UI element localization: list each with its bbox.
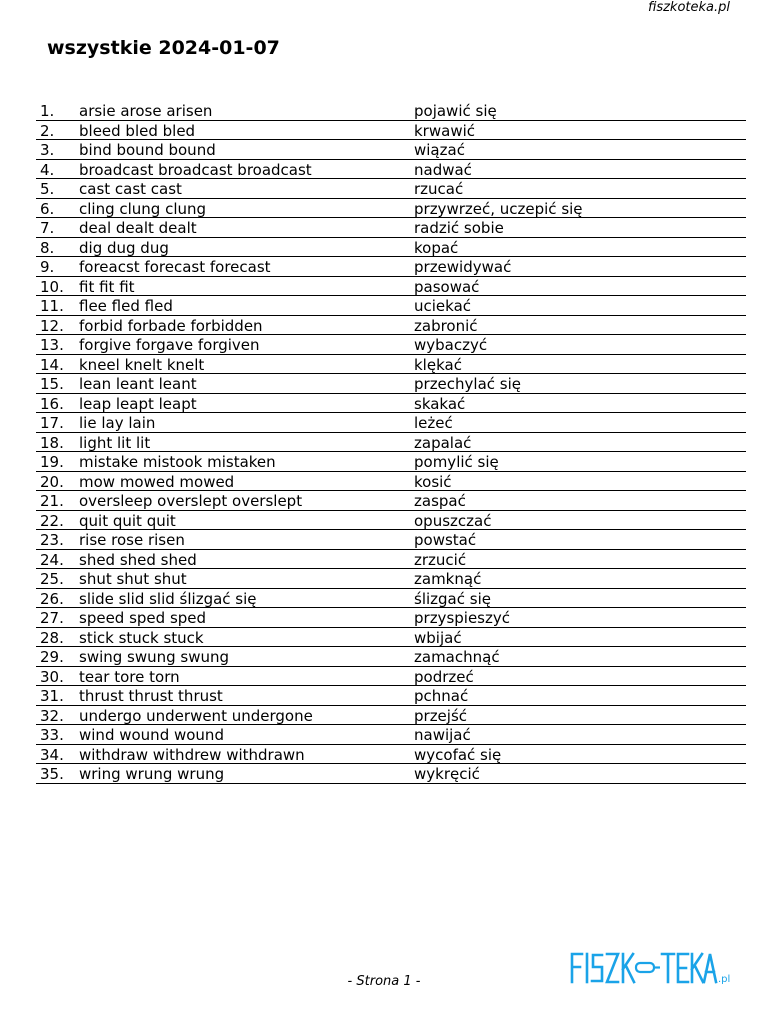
polish-translation: pasować bbox=[414, 277, 480, 296]
row-number: 21. bbox=[40, 492, 64, 510]
english-term: shut shut shut bbox=[79, 570, 187, 588]
polish-translation: przyspieszyć bbox=[414, 609, 510, 627]
table-row bbox=[36, 101, 746, 121]
table-row bbox=[36, 160, 746, 180]
polish-translation: klękać bbox=[414, 355, 462, 374]
polish-translation: radzić sobie bbox=[414, 219, 504, 237]
polish-translation: przewidywać bbox=[414, 258, 512, 276]
english-term: foreacst forecast forecast bbox=[79, 258, 271, 276]
table-row bbox=[36, 179, 746, 199]
row-number: 30. bbox=[40, 667, 64, 686]
polish-translation: nawijać bbox=[414, 726, 471, 744]
row-number: 2. bbox=[40, 121, 55, 140]
polish-translation: krwawić bbox=[414, 121, 475, 140]
english-term: swing swung swung bbox=[79, 648, 230, 666]
fiszkoteka-logo bbox=[568, 948, 731, 988]
polish-translation: zrzucić bbox=[414, 550, 467, 569]
row-number: 26. bbox=[40, 589, 64, 608]
table-row bbox=[36, 608, 746, 628]
table-row bbox=[36, 394, 746, 414]
polish-translation: zamknąć bbox=[414, 570, 482, 588]
polish-translation: przechylać się bbox=[414, 375, 522, 393]
polish-translation: przywrzeć, uczepić się bbox=[414, 199, 583, 218]
english-term: tear tore torn bbox=[79, 667, 180, 686]
english-term: rise rose risen bbox=[79, 531, 185, 549]
table-row bbox=[36, 355, 746, 375]
english-term: cast cast cast bbox=[79, 180, 182, 198]
row-number: 19. bbox=[40, 453, 64, 471]
row-number: 6. bbox=[40, 199, 55, 218]
polish-translation: wiązać bbox=[414, 141, 465, 159]
row-number: 4. bbox=[40, 160, 55, 179]
table-row bbox=[36, 238, 746, 258]
polish-translation: podrzeć bbox=[414, 667, 474, 686]
row-number: 14. bbox=[40, 355, 64, 374]
table-row bbox=[36, 199, 746, 219]
english-term: fit fit fit bbox=[79, 277, 135, 296]
row-number: 1. bbox=[40, 102, 55, 120]
english-term: light lit lit bbox=[79, 433, 151, 452]
row-number: 3. bbox=[40, 141, 55, 159]
english-term: lie lay lain bbox=[79, 414, 156, 432]
english-term: bleed bled bled bbox=[79, 121, 196, 140]
table-row bbox=[36, 433, 746, 453]
polish-translation: zaspać bbox=[414, 492, 466, 510]
english-term: wring wrung wrung bbox=[79, 765, 225, 783]
table-row bbox=[36, 277, 746, 297]
english-term: dig dug dug bbox=[79, 238, 169, 257]
english-term: oversleep overslept overslept bbox=[79, 492, 303, 510]
polish-translation: zabronić bbox=[414, 316, 478, 335]
row-number: 32. bbox=[40, 706, 64, 725]
polish-translation: kosić bbox=[414, 472, 452, 491]
table-row bbox=[36, 764, 746, 784]
table-row bbox=[36, 706, 746, 726]
polish-translation: pojawić się bbox=[414, 102, 497, 120]
english-term: withdraw withdrew withdrawn bbox=[79, 745, 305, 764]
table-row bbox=[36, 472, 746, 492]
vocab-table bbox=[36, 101, 746, 784]
table-row bbox=[36, 745, 746, 765]
row-number: 7. bbox=[40, 219, 55, 237]
polish-translation: skakać bbox=[414, 394, 466, 413]
fiszkoteka-logo-graphic bbox=[568, 948, 731, 988]
table-row bbox=[36, 647, 746, 667]
english-term: shed shed shed bbox=[79, 550, 197, 569]
page-number: - Strona 1 - bbox=[347, 974, 421, 989]
english-term: cling clung clung bbox=[79, 199, 207, 218]
table-row bbox=[36, 413, 746, 433]
table-row bbox=[36, 530, 746, 550]
polish-translation: zapalać bbox=[414, 433, 472, 452]
table-row bbox=[36, 335, 746, 355]
table-row bbox=[36, 589, 746, 609]
row-number: 24. bbox=[40, 550, 64, 569]
polish-translation: opuszczać bbox=[414, 511, 492, 530]
english-term: speed sped sped bbox=[79, 609, 207, 627]
table-row bbox=[36, 686, 746, 706]
table-row bbox=[36, 121, 746, 141]
row-number: 5. bbox=[40, 180, 55, 198]
page-title: wszystkie 2024-01-07 bbox=[47, 37, 280, 59]
row-number: 33. bbox=[40, 726, 64, 744]
table-row bbox=[36, 667, 746, 687]
polish-translation: przejść bbox=[414, 706, 468, 725]
english-term: forbid forbade forbidden bbox=[79, 316, 263, 335]
row-number: 8. bbox=[40, 238, 55, 257]
polish-translation: nadwać bbox=[414, 160, 472, 179]
polish-translation: powstać bbox=[414, 531, 477, 549]
english-term: mistake mistook mistaken bbox=[79, 453, 276, 471]
english-term: kneel knelt knelt bbox=[79, 355, 205, 374]
english-term: undergo underwent undergone bbox=[79, 706, 313, 725]
row-number: 31. bbox=[40, 687, 64, 705]
english-term: forgive forgave forgiven bbox=[79, 336, 260, 354]
english-term: leap leapt leapt bbox=[79, 394, 197, 413]
english-term: wind wound wound bbox=[79, 726, 224, 744]
row-number: 13. bbox=[40, 336, 64, 354]
row-number: 15. bbox=[40, 375, 64, 393]
english-term: quit quit quit bbox=[79, 511, 176, 530]
row-number: 12. bbox=[40, 316, 64, 335]
polish-translation: wykręcić bbox=[414, 765, 480, 783]
english-term: deal dealt dealt bbox=[79, 219, 197, 237]
row-number: 20. bbox=[40, 472, 64, 491]
polish-translation: ślizgać się bbox=[414, 589, 491, 608]
polish-translation: pomylić się bbox=[414, 453, 499, 471]
row-number: 29. bbox=[40, 648, 64, 666]
site-url: fiszkoteka.pl bbox=[647, 0, 730, 15]
table-row bbox=[36, 725, 746, 745]
row-number: 35. bbox=[40, 765, 64, 783]
english-term: bind bound bound bbox=[79, 141, 216, 159]
polish-translation: wbijać bbox=[414, 628, 462, 647]
row-number: 9. bbox=[40, 258, 55, 276]
row-number: 18. bbox=[40, 433, 64, 452]
table-row bbox=[36, 296, 746, 316]
table-row bbox=[36, 628, 746, 648]
polish-translation: pchnać bbox=[414, 687, 469, 705]
table-row bbox=[36, 452, 746, 472]
polish-translation: leżeć bbox=[414, 414, 453, 432]
english-term: arsie arose arisen bbox=[79, 102, 213, 120]
table-row bbox=[36, 257, 746, 277]
row-number: 23. bbox=[40, 531, 64, 549]
row-number: 34. bbox=[40, 745, 64, 764]
english-term: stick stuck stuck bbox=[79, 628, 204, 647]
row-number: 16. bbox=[40, 394, 64, 413]
polish-translation: zamachnąć bbox=[414, 648, 500, 666]
table-row bbox=[36, 569, 746, 589]
row-number: 25. bbox=[40, 570, 64, 588]
row-number: 22. bbox=[40, 511, 64, 530]
english-term: lean leant leant bbox=[79, 375, 197, 393]
english-term: mow mowed mowed bbox=[79, 472, 235, 491]
table-row bbox=[36, 316, 746, 336]
english-term: broadcast broadcast broadcast bbox=[79, 160, 312, 179]
table-row bbox=[36, 550, 746, 570]
polish-translation: rzucać bbox=[414, 180, 464, 198]
row-number: 28. bbox=[40, 628, 64, 647]
row-number: 11. bbox=[40, 297, 64, 315]
row-number: 10. bbox=[40, 277, 64, 296]
polish-translation: kopać bbox=[414, 238, 459, 257]
table-row bbox=[36, 491, 746, 511]
english-term: slide slid slid ślizgać się bbox=[79, 589, 257, 608]
table-row bbox=[36, 511, 746, 531]
polish-translation: wycofać się bbox=[414, 745, 502, 764]
polish-translation: uciekać bbox=[414, 297, 472, 315]
table-row bbox=[36, 218, 746, 238]
row-number: 17. bbox=[40, 414, 64, 432]
svg-text:.pl: .pl bbox=[718, 974, 731, 985]
english-term: flee fled fled bbox=[79, 297, 173, 315]
table-row bbox=[36, 140, 746, 160]
english-term: thrust thrust thrust bbox=[79, 687, 223, 705]
row-number: 27. bbox=[40, 609, 64, 627]
table-row bbox=[36, 374, 746, 394]
polish-translation: wybaczyć bbox=[414, 336, 488, 354]
